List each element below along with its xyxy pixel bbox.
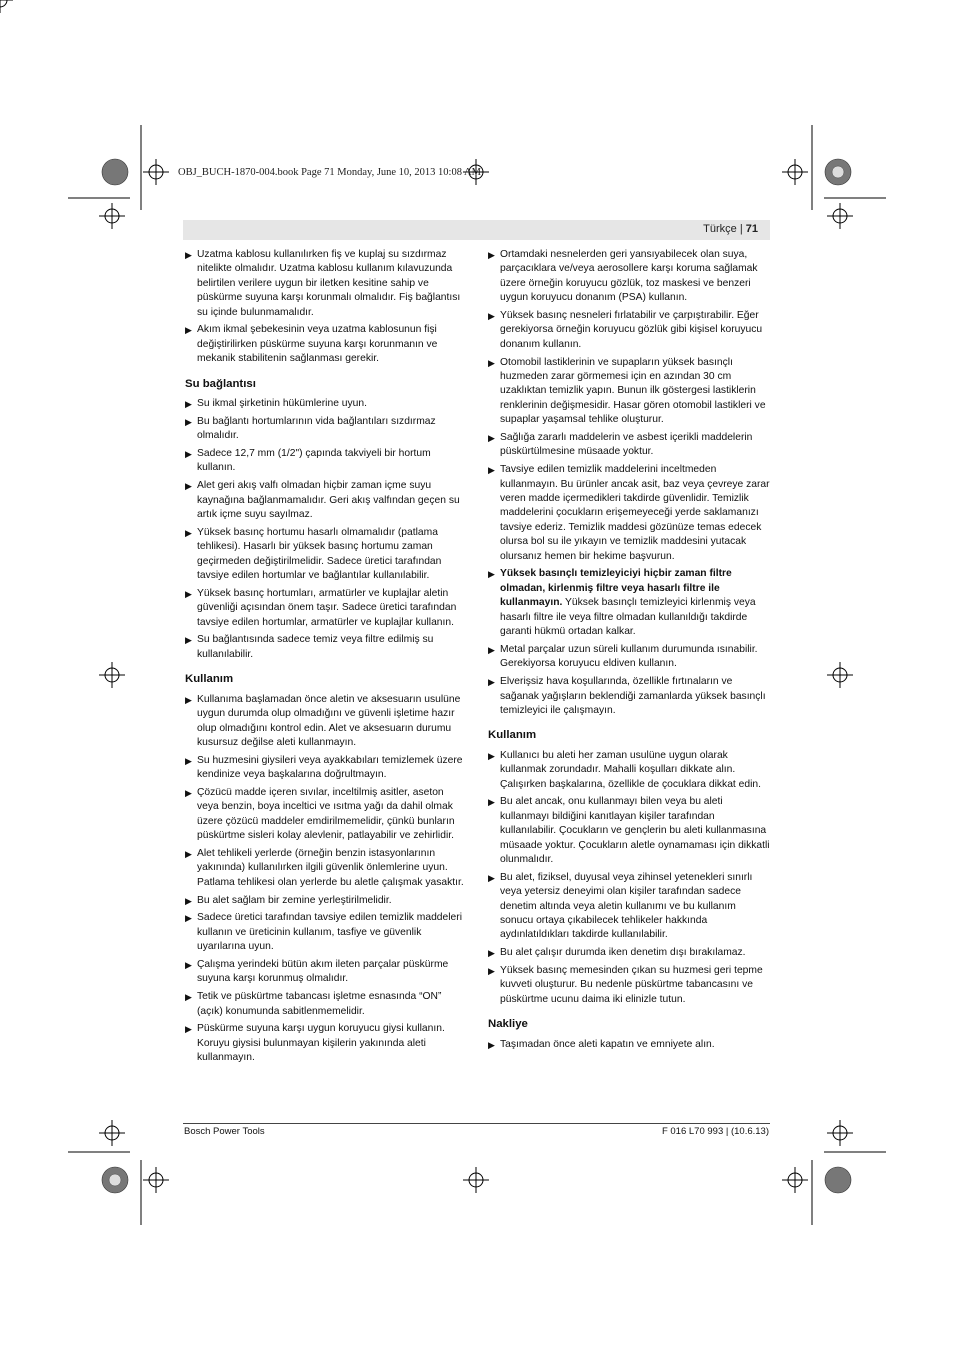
list-item xyxy=(488,946,770,960)
list-item-text: Metal parçalar uzun süreli kullanım durumunda ısınabilir. Gerekiyorsa koruyucu eldiven kullanın. xyxy=(500,643,758,670)
list-item xyxy=(185,526,467,584)
bullet-icon: ▶ xyxy=(488,465,495,476)
filter-warning-bold: Yüksek basınçlı temizleyiciyi hiçbir zaman filtre olmadan, kirlenmiş filtre veya hasarlı filtre ile kullanmayın. xyxy=(500,568,732,609)
list-item xyxy=(488,431,770,460)
bullet-icon: ▶ xyxy=(185,755,192,766)
list-item xyxy=(185,693,467,751)
list-item xyxy=(488,309,770,352)
bullet-icon: ▶ xyxy=(488,357,495,368)
list-item-text: Tavsiye edilen temizlik maddelerini inceltmeden kullanmayın. Bu ürünler ancak asit, baz veya çevreye zarar veren madde içermedikleri takdirde güvenlidir. Temizlik maddelerini çocukların erişemeyeceği yerde saklamanızı tavsiye ederiz. Temizlik maddesi gözünüze temas edecek olursa bol su ile yıkayın ve temizlik maddesini yutacak olursanız hemen bir hekime başvurun. xyxy=(500,464,770,562)
bullet-icon: ▶ xyxy=(488,433,495,444)
list-item xyxy=(185,587,467,630)
list-item xyxy=(185,754,467,783)
list-item-text: Yüksek basınç hortumu hasarlı olmamalıdır (patlama tehlikesi). Hasarlı bir yüksek basınç hortumu zaman geçirmeden değiştirilmelidir. Sadece üretici tarafından tavsiye edilen hortumlar ve bağlantılar kullanılabilir. xyxy=(197,526,442,582)
list-item xyxy=(488,964,770,1007)
filter-warning-text: Yüksek basınçlı temizleyici kirlenmiş veya hasarlı filtre ile veya filtre olmadan kullanıldığı takdirde garanti hükmü ortadan kalkar. xyxy=(500,597,756,638)
bullet-icon: ▶ xyxy=(185,635,192,646)
list-item xyxy=(488,1038,770,1052)
left-column xyxy=(185,248,467,1069)
list-item-text: Yüksek basınç nesneleri fırlatabilir ve çarpıştırabilir. Eğer gerekiyorsa örneğin koruyucu gözlük gibi kişisel koruyucu donanım kullanın. xyxy=(500,310,763,350)
list-item-text: Bu alet ancak, onu kullanmayı bilen veya bu aleti kullanmayı bildiğini kanıtlayan kişiler tarafından kullanılabilir. Çocukların ve gençlerin bu aleti kullanmasına müsaade yoktur. Çocukların aletle oynamaması için dikkatli olunmalıdır. xyxy=(500,796,770,865)
bullet-icon: ▶ xyxy=(185,588,192,599)
list-item-text: Su bağlantısında sadece temiz veya filtre edilmiş su kullanılabilir. xyxy=(197,634,434,660)
list-item xyxy=(185,415,467,444)
list-item-text: Çalışma yerindeki bütün akım ileten parçalar püskürme suyuna karşı korunmuş olmalıdır. xyxy=(197,958,449,985)
right-intro-list-b xyxy=(488,643,770,718)
list-item xyxy=(185,633,467,662)
list-item-text: Otomobil lastiklerinin ve supapların yüksek basınçlı huzmeden zarar görmemesi için en azından 30 cm uzaklıktan temizlik yapın. Bunun ilk göstergesi lastiklerin renklerinin değişmesidir. Hasar gören otomobil lastikleri ve supaplar yaşamsal tehlike oluşturur. xyxy=(500,356,766,426)
print-info-line: OBJ_BUCH-1870-004.book Page 71 Monday, June 10, 2013 10:08 AM xyxy=(178,167,481,178)
list-item xyxy=(185,786,467,844)
bullet-icon: ▶ xyxy=(185,787,192,798)
bullet-icon: ▶ xyxy=(488,1039,495,1050)
right-intro-list-a xyxy=(488,248,770,564)
list-item xyxy=(185,248,467,320)
bullet-icon: ▶ xyxy=(488,750,495,761)
list-item-text: Su ikmal şirketinin hükümlerine uyun. xyxy=(197,398,367,410)
list-item-text: Bu alet, fiziksel, duyusal veya zihinsel yetenekleri sınırlı veya yetersiz deneyimi olan kişiler tarafından sadece denetim altında veya aletin kullanımı ve bu kullanım sonucu ortaya çıkabilecek tehlikeler hakkında aydınlatıldıkları takdirde kullanılabilir. xyxy=(500,871,753,941)
list-item-text: Tetik ve püskürtme tabancası işletme esnasında “ON” (açık) konumunda sabitlenmemelidir. xyxy=(197,991,442,1017)
bullet-icon: ▶ xyxy=(185,1024,192,1035)
bullet-icon: ▶ xyxy=(185,895,192,906)
list-item-text: Yüksek basınç hortumları, armatürler ve kuplajlar aletin güvenliği açısından önem taşır. Sadece üretici tarafından tavsiye edilen hortumlar, armatürler ve kuplajlar kullanın. xyxy=(197,587,457,628)
list-item-text: Alet geri akış valfı olmadan hiçbir zaman içme suyu kaynağına bağlanmamalıdır. Geri akış valfından geçen su artık içme suyu sayılmaz. xyxy=(197,480,460,521)
bullet-icon: ▶ xyxy=(488,948,495,959)
bullet-icon: ▶ xyxy=(185,399,192,410)
bullet-icon: ▶ xyxy=(185,527,192,538)
bullet-icon: ▶ xyxy=(488,965,495,976)
list-item-text: Taşımadan önce aleti kapatın ve emniyete alın. xyxy=(500,1038,715,1050)
page-number: 71 xyxy=(745,223,758,235)
list-item xyxy=(488,675,770,718)
list-item xyxy=(488,643,770,672)
bullet-icon: ▶ xyxy=(185,848,192,859)
bullet-icon: ▶ xyxy=(488,797,495,808)
list-item-text: Bu bağlantı hortumlarının vida bağlantıları sızdırmaz olmalıdır. xyxy=(197,415,436,442)
footer-brand: Bosch Power Tools xyxy=(184,1126,265,1137)
list-item xyxy=(488,356,770,428)
list-item xyxy=(185,958,467,987)
section-title-nakliye: Nakliye xyxy=(488,1018,528,1031)
footer-rule xyxy=(183,1123,770,1124)
list-item-text: Alet tehlikeli yerlerde (örneğin benzin istasyonlarının yakınında) kullanılırken ilgili güvenlik önlemlerine uyun. Patlama tehlikesi olan yerlerde bu aletle çalışmak yasaktır. xyxy=(197,847,464,888)
list-item-text: Ortamdaki nesnelerden geri yansıyabilecek olan suya, parçacıklara ve/veya aerosollere karşı koruma sağlamak üzere örneğin koruyucu gözlük, toz maskesi ve benzeri uygun koruyucu donanım (PSA) kullanın. xyxy=(500,249,758,304)
list-item xyxy=(488,795,770,867)
header-bar xyxy=(183,220,770,240)
bullet-icon: ▶ xyxy=(185,992,192,1003)
list-item-text: Sadece 12,7 mm (1/2") çapında takviyeli bir hortum kullanın. xyxy=(197,448,431,474)
bullet-icon: ▶ xyxy=(185,325,192,336)
page-header xyxy=(703,223,758,235)
header-language: Türkçe xyxy=(703,223,737,235)
list-item-text: Akım ikmal şebekesinin veya uzatma kablosunun fişi değiştirilirken püskürme suyuna karşı korunmanın ve mekanik stabilitenin sağlanması gerekir. xyxy=(197,324,438,365)
bullet-icon: ▶ xyxy=(185,250,192,260)
bullet-icon: ▶ xyxy=(488,569,495,580)
list-item xyxy=(185,479,467,522)
list-item xyxy=(185,847,467,890)
bullet-icon: ▶ xyxy=(488,311,495,322)
bullet-icon: ▶ xyxy=(185,449,192,460)
bullet-icon: ▶ xyxy=(185,481,192,492)
bullet-icon: ▶ xyxy=(185,694,192,705)
bullet-icon: ▶ xyxy=(488,644,495,655)
section-title-kullanim-left: Kullanım xyxy=(185,673,234,686)
list-item xyxy=(185,397,467,411)
list-item xyxy=(488,749,770,792)
list-item xyxy=(185,990,467,1019)
list-item-text: Sadece üretici tarafından tavsiye edilen temizlik maddeleri kullanın ve üreticinin kullanım, tasfiye ve güvenlik uyarılarına uyun. xyxy=(197,912,462,953)
bullet-icon: ▶ xyxy=(185,416,192,427)
list-item-text: Çözücü madde içeren sıvılar, inceltilmiş asitler, aseton veya benzin, boya inceltici ve ısıtma yağı da dahil olmak üzere çözücü maddeler emdirilmemelidir, çünkü bunların püskürtme sisleri kolay alevlenir, patlayabilir ve zehirlidir. xyxy=(197,786,455,842)
list-item xyxy=(185,894,467,908)
section-title-kullanim-right: Kullanım xyxy=(488,729,537,742)
bullet-icon: ▶ xyxy=(185,913,192,924)
list-item xyxy=(185,323,467,366)
list-item-text: Su huzmesini giysileri veya ayakkabıları temizlemek üzere kendinize veya başkalarına doğrultmayın. xyxy=(197,754,463,781)
bullet-icon: ▶ xyxy=(488,250,495,260)
list-item xyxy=(185,447,467,476)
bullet-icon: ▶ xyxy=(185,959,192,970)
list-item-text: Kullanıcı bu aleti her zaman usulüne uygun olarak kullanmak zorundadır. Mahalli koşulları dikkate alın. Çalışırken başkalarına, özellikle de çocuklara dikkat edin. xyxy=(500,749,761,790)
nakliye-list xyxy=(488,1038,770,1052)
left-intro-list xyxy=(185,248,467,367)
list-item xyxy=(185,1022,467,1065)
kullanim-right-list xyxy=(488,749,770,1007)
list-item-text: Bu alet çalışır durumda iken denetim dışı bırakılamaz. xyxy=(500,947,746,959)
list-item-text: Püskürme suyuna karşı uygun koruyucu giysi kullanın. Koruyu giysisi bulunmayan kişilerin yakınında aleti kullanmayın. xyxy=(197,1023,445,1064)
header-separator: | xyxy=(736,223,746,235)
bullet-icon: ▶ xyxy=(488,677,495,688)
list-item-text: Uzatma kablosu kullanılırken fiş ve kuplaj su sızdırmaz nitelikte olmalıdır. Uzatma kablosu kullanım kılavuzunda belirtilen verilere uygun bir iletken kesitine sahip ve püskürme suyuna karşı korunmalı olmalıdır. Fiş bağlantısı su içinde bulunmamalıdır. xyxy=(197,249,461,318)
list-item-text: Kullanıma başlamadan önce aletin ve aksesuarın usulüne uygun durumda olup olmadığını ve güvenli işletime hazır olup olmadığını kontrol edin. Alet ve aksesuarın durumu kusursuz değilse aleti kullanmayın. xyxy=(197,693,461,748)
footer-doc-id: F 016 L70 993 | (10.6.13) xyxy=(661,1126,769,1137)
list-item xyxy=(488,463,770,564)
list-item-text: Sağlığa zararlı maddelerin ve asbest içerikli maddelerin püskürtülmesine müsaade yoktur. xyxy=(500,432,753,458)
right-column xyxy=(488,248,770,1055)
kullanim-left-list xyxy=(185,693,467,1066)
list-item-text: Bu alet sağlam bir zemine yerleştirilmelidir. xyxy=(197,894,392,906)
bullet-icon: ▶ xyxy=(488,872,495,883)
list-item-text: Elverişsiz hava koşullarında, özellikle fırtınaların ve sağanak yağışların beklendiği zamanlarda yüksek basınçlı temizleyici ile çalışmayın. xyxy=(500,676,766,716)
list-item xyxy=(488,871,770,943)
section-title-su-baglantisi: Su bağlantısı xyxy=(185,377,256,390)
list-item-filter-warning xyxy=(488,567,770,639)
list-item-text: Yüksek basınç memesinden çıkan su huzmesi geri tepme kuvveti oluşturur. Bu nedenle püskürtme tabancasını ve püskürtme ucunu daima iki elinizle tutun. xyxy=(500,964,763,1005)
list-item xyxy=(488,248,770,306)
su-baglantisi-list xyxy=(185,397,467,662)
list-item xyxy=(185,911,467,954)
